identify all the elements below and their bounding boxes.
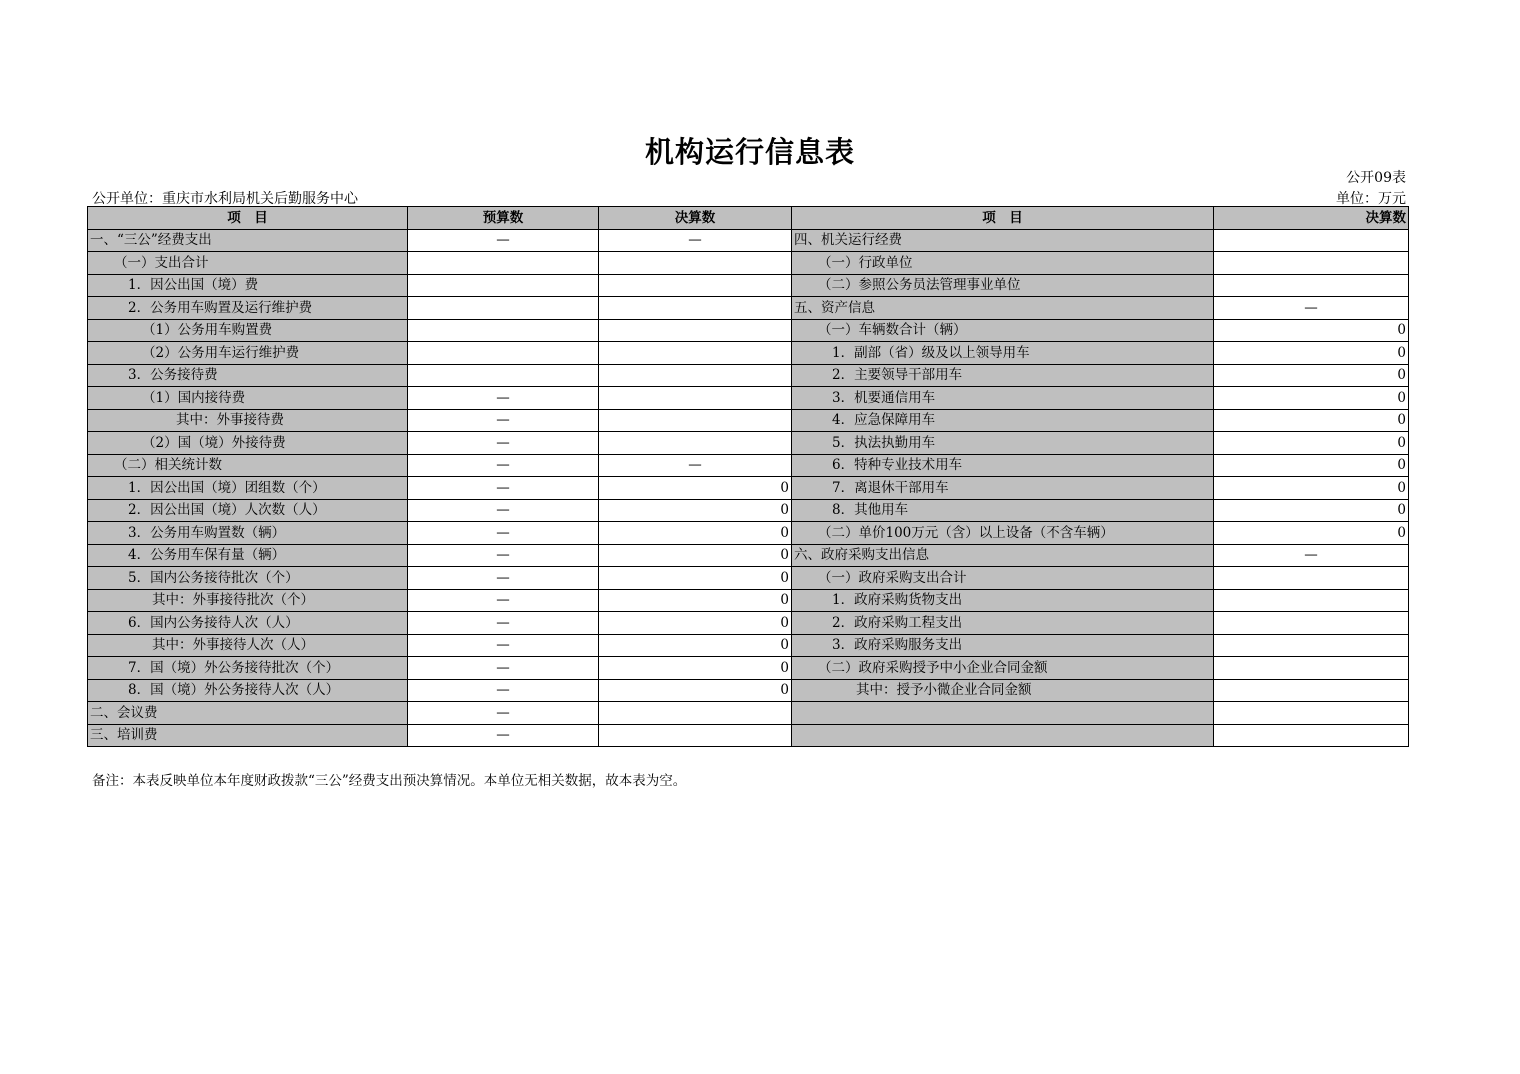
row-item-label: 2．因公出国（境）人次数（人） [88,499,408,522]
row-item-label-right: （二）参照公务员法管理事业单位 [792,274,1214,297]
row-final-value [599,342,792,365]
table-row [88,679,1409,702]
row-item-label-right: （一）车辆数合计（辆） [792,319,1214,342]
header-item: 项 目 [88,207,408,230]
table-row [88,364,1409,387]
table-body [88,229,1409,747]
row-item-label-right: 7．离退休干部用车 [792,477,1214,500]
row-item-label-right [792,724,1214,747]
row-final-value-right: 0 [1214,454,1409,477]
row-item-label-right: 2．主要领导干部用车 [792,364,1214,387]
row-budget-value: — [408,522,599,545]
row-final-value-right: 0 [1214,477,1409,500]
row-item-label: 其中：外事接待费 [88,409,408,432]
table-row [88,229,1409,252]
header-final: 决算数 [599,207,792,230]
table-row [88,589,1409,612]
row-item-label-right: （二）政府采购授予中小企业合同金额 [792,657,1214,680]
row-final-value-right: 0 [1214,409,1409,432]
row-final-value [599,319,792,342]
row-item-label: 二、会议费 [88,702,408,725]
table-row [88,522,1409,545]
info-table [87,206,1409,747]
table-row [88,612,1409,635]
row-final-value: 0 [599,679,792,702]
row-item-label-right: 1．政府采购货物支出 [792,589,1214,612]
row-final-value: 0 [599,477,792,500]
form-number: 公开09表 [1346,170,1406,186]
table-row [88,634,1409,657]
row-item-label-right: 5．执法执勤用车 [792,432,1214,455]
row-budget-value: — [408,702,599,725]
row-budget-value: — [408,387,599,410]
row-budget-value [408,319,599,342]
table-header-row [88,207,1409,230]
row-budget-value [408,252,599,275]
row-final-value [599,724,792,747]
row-final-value-right: — [1214,544,1409,567]
header-final-right: 决算数 [1214,207,1409,230]
row-item-label-right: 8．其他用车 [792,499,1214,522]
row-final-value: 0 [599,589,792,612]
row-final-value-right [1214,724,1409,747]
row-final-value: 0 [599,522,792,545]
row-item-label: 5．国内公务接待批次（个） [88,567,408,590]
row-final-value-right [1214,634,1409,657]
page-title: 机构运行信息表 [644,135,855,169]
row-budget-value: — [408,657,599,680]
row-final-value-right [1214,702,1409,725]
row-item-label-right: 2．政府采购工程支出 [792,612,1214,635]
row-final-value [599,252,792,275]
row-budget-value [408,274,599,297]
table-row [88,252,1409,275]
row-budget-value: — [408,679,599,702]
row-final-value-right: 0 [1214,364,1409,387]
table-row [88,724,1409,747]
row-final-value-right: 0 [1214,342,1409,365]
row-final-value: — [599,229,792,252]
row-item-label: （1）国内接待费 [88,387,408,410]
table-row [88,342,1409,365]
row-budget-value: — [408,567,599,590]
row-final-value: 0 [599,567,792,590]
row-item-label: （二）相关统计数 [88,454,408,477]
row-final-value-right [1214,657,1409,680]
row-final-value [599,274,792,297]
row-item-label-right: 其中：授予小微企业合同金额 [792,679,1214,702]
row-item-label-right: 4．应急保障用车 [792,409,1214,432]
row-budget-value: — [408,724,599,747]
footnote: 备注：本表反映单位本年度财政拨款“三公”经费支出预决算情况。本单位无相关数据，故本表为空。 [92,773,687,789]
row-item-label: 一、“三公”经费支出 [88,229,408,252]
row-final-value-right [1214,229,1409,252]
table-row [88,477,1409,500]
row-budget-value: — [408,499,599,522]
table-row [88,432,1409,455]
row-final-value-right: 0 [1214,499,1409,522]
row-item-label: 其中：外事接待批次（个） [88,589,408,612]
row-item-label-right [792,702,1214,725]
row-item-label-right: 6．特种专业技术用车 [792,454,1214,477]
row-item-label: 7．国（境）外公务接待批次（个） [88,657,408,680]
row-final-value [599,387,792,410]
row-item-label-right: 四、机关运行经费 [792,229,1214,252]
row-item-label: （2）公务用车运行维护费 [88,342,408,365]
row-final-value-right [1214,589,1409,612]
row-item-label-right: 3．机要通信用车 [792,387,1214,410]
table-row [88,319,1409,342]
row-budget-value: — [408,612,599,635]
row-item-label: 6．国内公务接待人次（人） [88,612,408,635]
row-final-value: 0 [599,634,792,657]
row-item-label: 其中：外事接待人次（人） [88,634,408,657]
row-item-label: 2．公务用车购置及运行维护费 [88,297,408,320]
table-row [88,567,1409,590]
row-final-value-right: 0 [1214,522,1409,545]
row-final-value [599,409,792,432]
row-final-value-right [1214,679,1409,702]
row-budget-value: — [408,589,599,612]
row-final-value: 0 [599,499,792,522]
row-budget-value [408,342,599,365]
table-row [88,544,1409,567]
row-final-value-right [1214,274,1409,297]
row-final-value-right [1214,612,1409,635]
row-item-label-right: （一）行政单位 [792,252,1214,275]
table-row [88,702,1409,725]
row-budget-value: — [408,454,599,477]
row-budget-value: — [408,634,599,657]
row-budget-value: — [408,229,599,252]
row-final-value: 0 [599,657,792,680]
row-item-label-right: 五、资产信息 [792,297,1214,320]
row-item-label-right: （二）单价100万元（含）以上设备（不含车辆） [792,522,1214,545]
row-budget-value: — [408,477,599,500]
row-final-value: 0 [599,612,792,635]
row-budget-value [408,297,599,320]
row-item-label: 三、培训费 [88,724,408,747]
row-item-label: 3．公务用车购置数（辆） [88,522,408,545]
row-item-label-right: 3．政府采购服务支出 [792,634,1214,657]
row-item-label: 4．公务用车保有量（辆） [88,544,408,567]
row-budget-value: — [408,409,599,432]
table-row [88,274,1409,297]
row-final-value: — [599,454,792,477]
row-final-value-right [1214,252,1409,275]
row-final-value-right: 0 [1214,387,1409,410]
row-item-label: 1．因公出国（境）团组数（个） [88,477,408,500]
row-budget-value: — [408,432,599,455]
row-item-label: 3．公务接待费 [88,364,408,387]
row-budget-value: — [408,544,599,567]
row-item-label: 1．因公出国（境）费 [88,274,408,297]
table-row [88,454,1409,477]
table-row [88,387,1409,410]
row-final-value [599,702,792,725]
row-final-value-right [1214,567,1409,590]
table-row [88,297,1409,320]
row-budget-value [408,364,599,387]
row-final-value [599,432,792,455]
row-item-label-right: 六、政府采购支出信息 [792,544,1214,567]
row-final-value-right: 0 [1214,319,1409,342]
row-item-label: （1）公务用车购置费 [88,319,408,342]
row-final-value [599,364,792,387]
table-row [88,499,1409,522]
header-budget: 预算数 [408,207,599,230]
reporting-unit: 公开单位：重庆市水利局机关后勤服务中心 [92,191,358,207]
row-item-label-right: （一）政府采购支出合计 [792,567,1214,590]
row-item-label: （2）国（境）外接待费 [88,432,408,455]
row-final-value [599,297,792,320]
table-row [88,409,1409,432]
row-final-value-right: — [1214,297,1409,320]
row-final-value-right: 0 [1214,432,1409,455]
row-item-label: 8．国（境）外公务接待人次（人） [88,679,408,702]
header-item-right: 项 目 [792,207,1214,230]
currency-unit: 单位：万元 [1336,191,1406,207]
row-item-label: （一）支出合计 [88,252,408,275]
row-final-value: 0 [599,544,792,567]
row-item-label-right: 1．副部（省）级及以上领导用车 [792,342,1214,365]
table-row [88,657,1409,680]
